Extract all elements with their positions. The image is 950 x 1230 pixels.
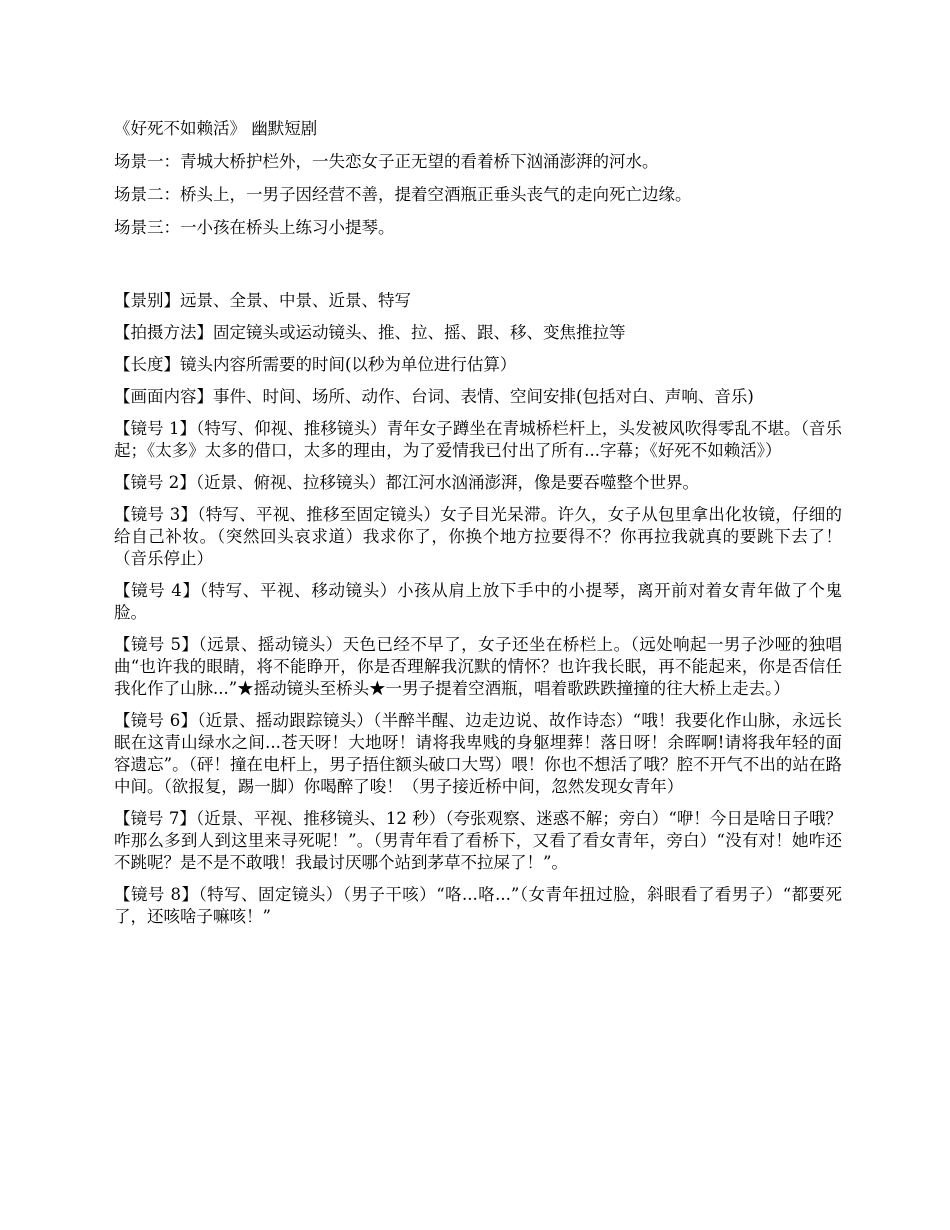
shot-description: （近景、平视、推移镜头、12 秒）（夸张观察、迷惑不解；旁白）“咿！今日是啥日子哦？咋那么多到人到这里来寻死呢！”。（男青年看了看桥下，又看了看女青年，旁白）“没有对！她咋还不跳呢？是不是不敢哦！我最讨厌哪个站到茅草不拉屎了！”。: [114, 809, 842, 872]
legend-frame-content: [114, 386, 842, 408]
shot-5: [114, 634, 842, 700]
legend-text: 固定镜头或运动镜头、推、拉、摇、跟、移、变焦推拉等: [213, 323, 626, 342]
legend-tag: 【拍摄方法】: [114, 323, 213, 342]
shot-number: 【镜号 7】: [114, 809, 196, 828]
shot-description: （远景、摇动镜头）天色已经不早了，女子还坐在桥栏上。（远处响起一男子沙哑的独唱曲“也许我的眼睛，将不能睁开，你是否理解我沉默的情怀？也许我长眠，再不能起来，你是否信任我化作了山脉...”★摇动镜头至桥头★一男子提着空酒瓶，唱着歌跌跌撞撞的往大桥上走去。）: [114, 635, 842, 698]
legend-shot-size: [114, 290, 842, 312]
scene-3: 场景三：一小孩在桥头上练习小提琴。: [114, 218, 395, 237]
legend-shooting-method: [114, 322, 842, 344]
shot-number: 【镜号 2】: [114, 473, 196, 492]
shot-number: 【镜号 6】: [114, 711, 198, 730]
scene-2: 场景二：桥头上，一男子因经营不善，提着空酒瓶正垂头丧气的走向死亡边缘。: [114, 185, 692, 204]
document-page: [114, 118, 842, 938]
shot-number: 【镜号 1】: [114, 419, 197, 438]
shot-number: 【镜号 4】: [114, 581, 200, 600]
shot-8: [114, 884, 842, 928]
shot-3: [114, 504, 842, 570]
shot-description: （近景、摇动跟踪镜头）（半醉半醒、边走边说、故作诗态）“哦！我要化作山脉，永远长眠在这青山绿水之间...苍天呀！大地呀！请将我卑贱的身躯埋葬！落日呀！余晖啊!请将我年轻的面容遗忘”。（砰！撞在电杆上，男子捂住额头破口大骂）喂！你也不想活了哦？腔不开气不出的站在路中间。（欲报复，踢一脚）你喝醉了唆！（男子接近桥中间，忽然发现女青年）: [114, 711, 842, 796]
shot-description: （近景、俯视、拉移镜头）都江河水汹涌澎湃，像是要吞噬整个世界。: [195, 473, 699, 492]
shot-number: 【镜号 3】: [114, 505, 198, 524]
shot-1: [114, 418, 842, 462]
section-gap: [114, 250, 842, 290]
legend-tag: 【长度】: [114, 355, 180, 374]
legend-text: 远景、全景、中景、近景、特写: [180, 291, 411, 310]
script-title: 《好死不如赖活》 幽默短剧: [114, 119, 318, 138]
legend-tag: 【画面内容】: [114, 387, 213, 406]
legend-length: [114, 354, 842, 376]
shot-number: 【镜号 5】: [114, 635, 199, 654]
scene-1: 场景一：青城大桥护栏外，一失恋女子正无望的看着桥下汹涌澎湃的河水。: [114, 152, 659, 171]
shot-description: （特写、平视、推移至固定镜头）女子目光呆滞。许久，女子从包里拿出化妆镜，仔细的给自己补妆。（突然回头哀求道）我求你了，你换个地方拉要得不？你再拉我就真的要跳下去了！（音乐停止）: [114, 505, 842, 568]
legend-text: 镜头内容所需要的时间(以秒为单位进行估算）: [180, 355, 517, 374]
shot-6: [114, 710, 842, 798]
shot-description: （特写、固定镜头）（男子干咳）“咯...咯...”（女青年扭过脸，斜眼看了看男子）“都要死了，还咳啥子嘛咳！”: [114, 885, 843, 926]
shot-4: [114, 580, 842, 624]
legend-tag: 【景别】: [114, 291, 180, 310]
shot-number: 【镜号 8】: [114, 885, 199, 904]
legend-text: 事件、时间、场所、动作、台词、表情、空间安排(包括对白、声响、音乐): [213, 387, 754, 406]
shot-description: （特写、仰视、推移镜头）青年女子蹲坐在青城桥栏杆上，头发被风吹得零乱不堪。（音乐起；《太多》太多的借口，太多的理由，为了爱情我已付出了所有...字幕；《好死不如赖活》）: [114, 419, 842, 460]
shot-7: [114, 808, 842, 874]
shot-description: （特写、平视、移动镜头）小孩从肩上放下手中的小提琴，离开前对着女青年做了个鬼脸。: [114, 581, 843, 622]
shot-2: [114, 472, 842, 494]
